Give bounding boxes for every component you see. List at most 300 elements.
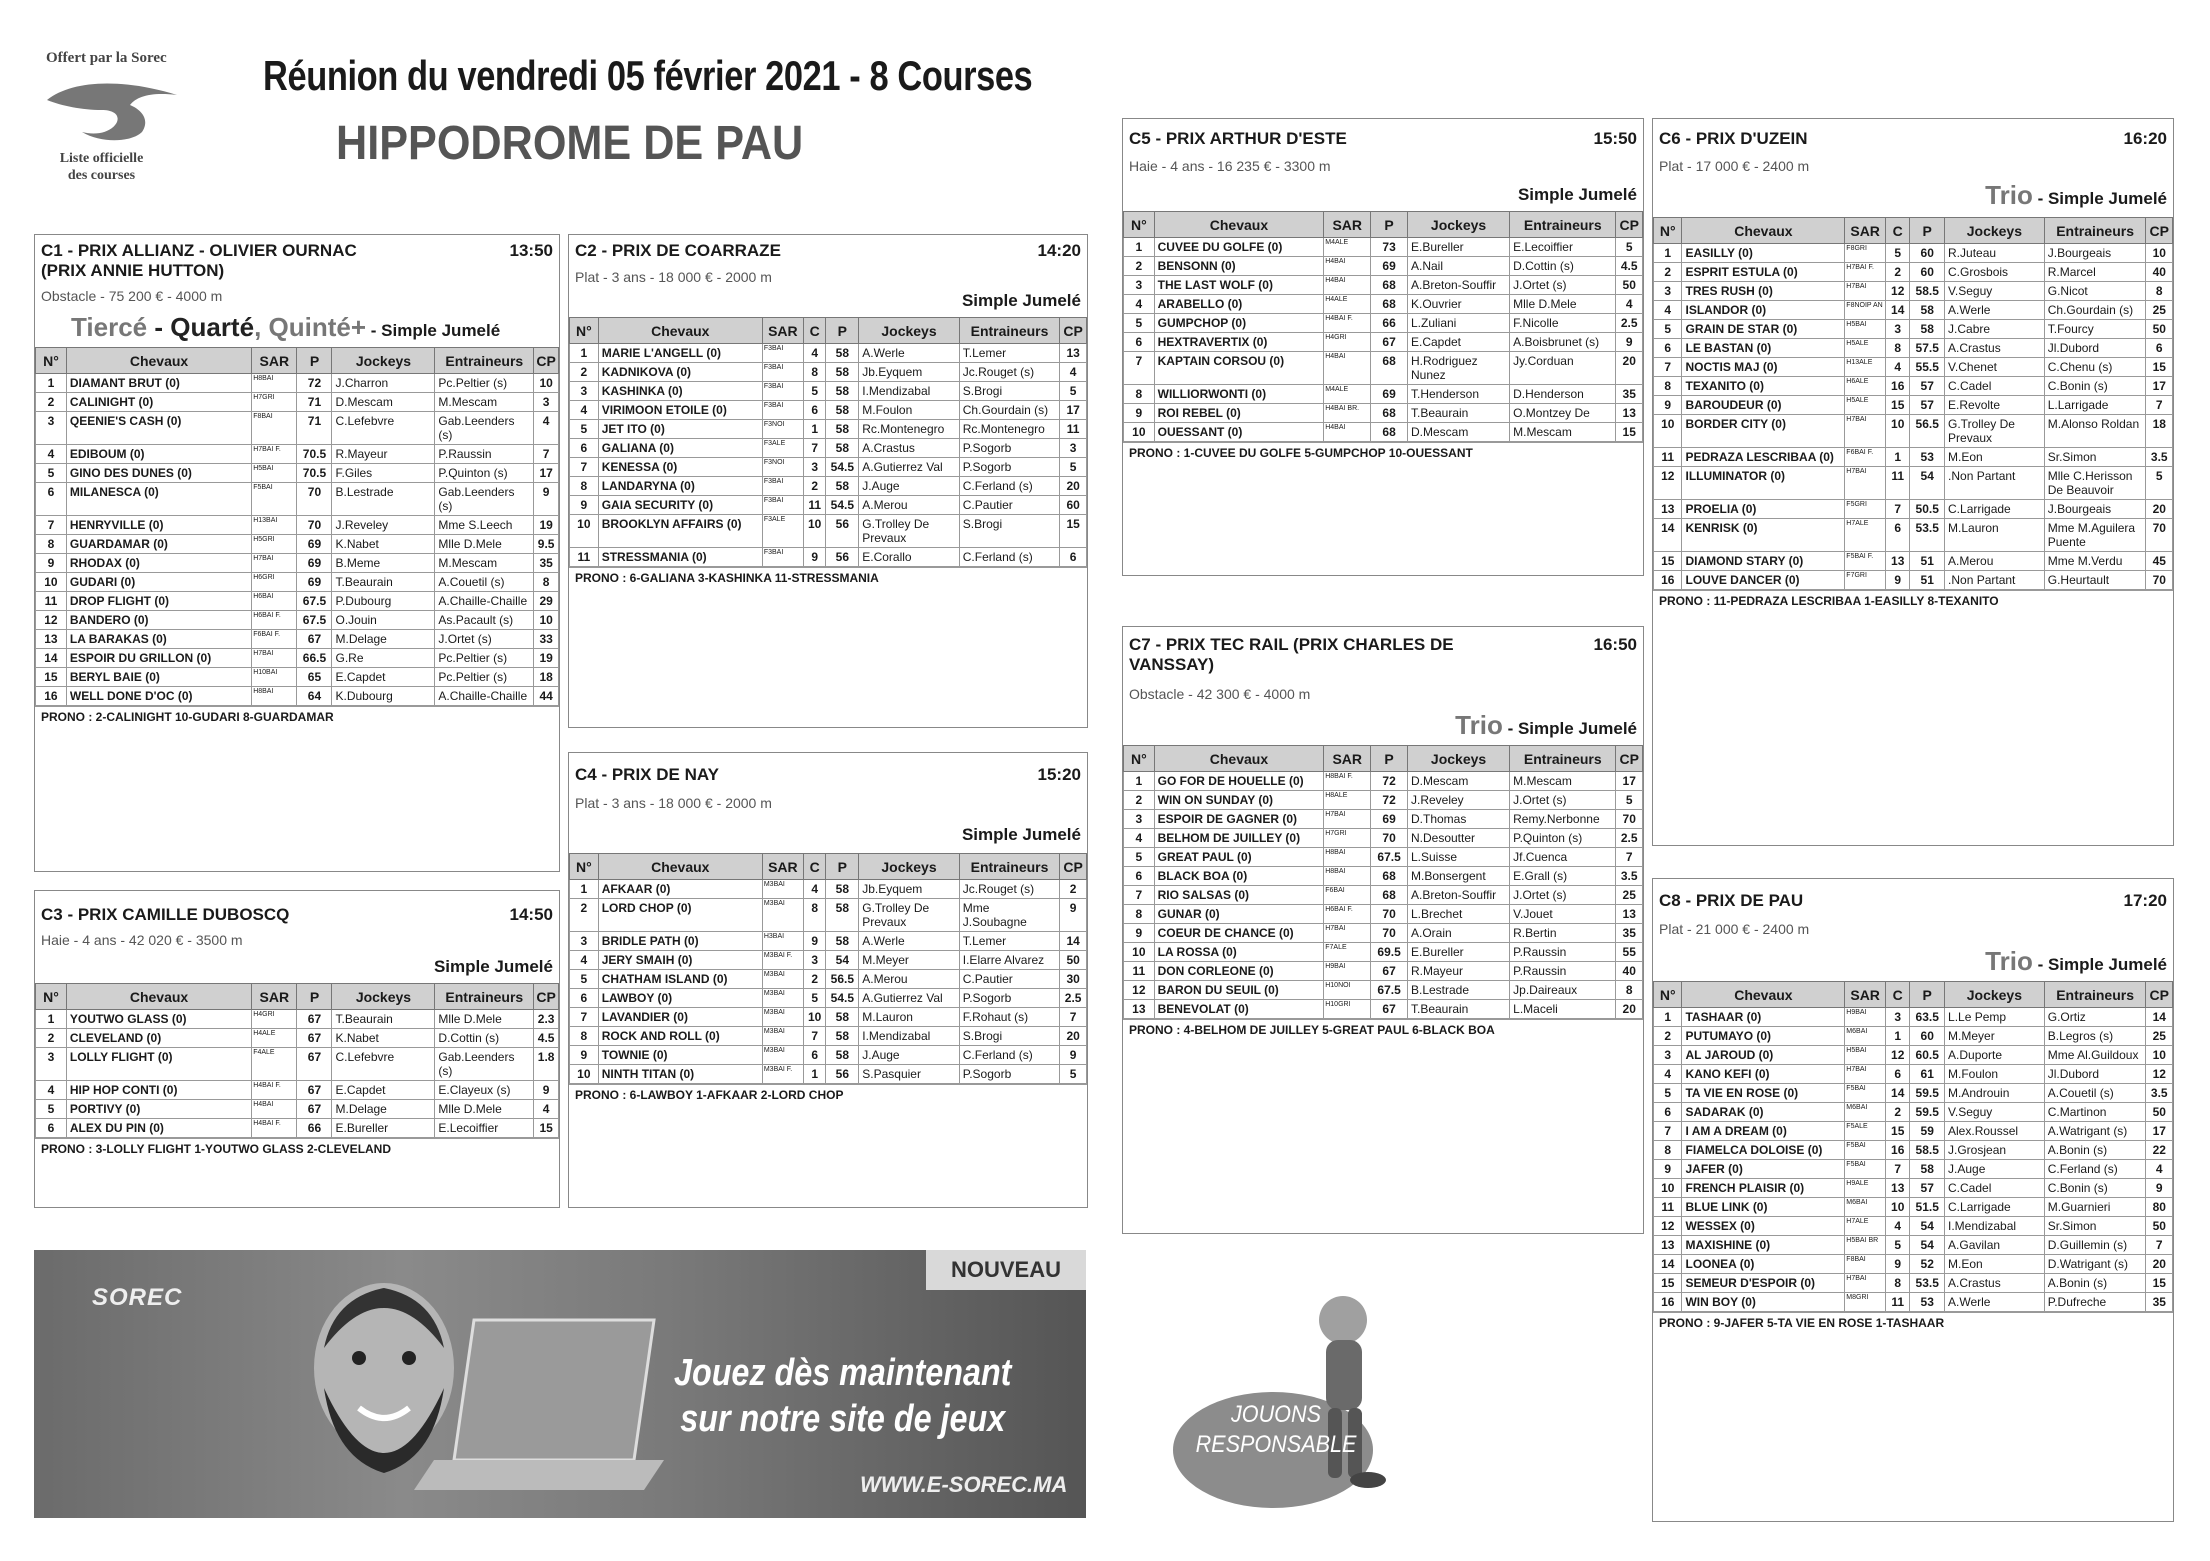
trainer: L.Larrigade xyxy=(2044,396,2146,415)
runner-number: 11 xyxy=(1654,448,1682,467)
jockey: Alex.Roussel xyxy=(1945,1122,2045,1141)
weight: 58 xyxy=(826,420,859,439)
race-card-c1 xyxy=(34,234,560,872)
jockey: V.Chenet xyxy=(1945,358,2045,377)
runner-row xyxy=(1654,1179,2173,1198)
runner-row xyxy=(1654,1198,2173,1217)
runner-row xyxy=(36,649,559,668)
runner-row xyxy=(570,1008,1087,1027)
jockey: I.Mendizabal xyxy=(1945,1217,2045,1236)
jockey: G.Trolley De Prevaux xyxy=(1945,415,2045,448)
bet-types: Trio - Simple Jumelé xyxy=(1455,710,1637,740)
trainer: P.Sogorb xyxy=(959,1065,1060,1084)
odds: 9 xyxy=(534,483,559,516)
horse-name: BARON DU SEUIL (0) xyxy=(1154,981,1324,1000)
horse-name: TASHAAR (0) xyxy=(1682,1008,1845,1027)
runner-number: 1 xyxy=(1124,238,1155,257)
jockey: I.Mendizabal xyxy=(859,1027,960,1046)
race-time: 17:20 xyxy=(2123,891,2167,910)
odds: 20 xyxy=(2146,500,2173,519)
sar-code: H5BAI xyxy=(252,464,297,483)
runner-row xyxy=(36,668,559,687)
runner-number: 4 xyxy=(1124,829,1155,848)
race-card-c2 xyxy=(568,234,1088,728)
weight: 69.5 xyxy=(1371,943,1408,962)
trainer: A.Bonin (s) xyxy=(2044,1274,2146,1293)
sar-code: H4ALE xyxy=(252,1029,297,1048)
runner-number: 6 xyxy=(1124,867,1155,886)
draw: 1 xyxy=(803,420,826,439)
jockey: M.Delage xyxy=(332,630,435,649)
jockey: Jb.Eyquem xyxy=(859,363,960,382)
runner-row xyxy=(570,363,1087,382)
draw: 15 xyxy=(1886,396,1910,415)
race-time: 15:20 xyxy=(1037,765,1081,784)
sar-code: H5ALE xyxy=(1845,396,1886,415)
trainer: Mme M.Aguilera Puente xyxy=(2044,519,2146,552)
runner-number: 1 xyxy=(36,374,67,393)
sar-code: M4ALE xyxy=(1324,385,1371,404)
runner-number: 2 xyxy=(570,363,599,382)
trainer: A.Watrigant (s) xyxy=(2044,1122,2146,1141)
trainer: Mlle D.Mele xyxy=(435,1010,534,1029)
odds: 2.5 xyxy=(1616,829,1643,848)
runner-row xyxy=(36,445,559,464)
sar-code: H7ALE xyxy=(1845,519,1886,552)
runner-number: 10 xyxy=(36,573,67,592)
jockey: K.Nabet xyxy=(332,1029,435,1048)
trainer: P.Raussin xyxy=(1510,943,1616,962)
weight: 58 xyxy=(826,363,859,382)
horse-name: JET ITO (0) xyxy=(598,420,762,439)
odds: 9 xyxy=(2146,1179,2173,1198)
trainer: Jl.Dubord xyxy=(2044,339,2146,358)
trainer: Gab.Leenders (s) xyxy=(435,412,534,445)
runner-number: 3 xyxy=(1124,810,1155,829)
jockey: E.Revolte xyxy=(1945,396,2045,415)
runner-number: 6 xyxy=(1654,1103,1682,1122)
weight: 53.5 xyxy=(1910,519,1945,552)
sar-code: M3BAI xyxy=(762,899,803,932)
runner-number: 16 xyxy=(36,687,67,706)
race-conditions: Haie - 4 ans - 42 020 € - 3500 m xyxy=(41,932,243,948)
sar-code: F5BAI F. xyxy=(1845,552,1886,571)
ad-website-link[interactable]: WWW.E-SOREC.MA xyxy=(860,1472,1068,1497)
horse-name: KAPTAIN CORSOU (0) xyxy=(1154,352,1324,385)
draw: 7 xyxy=(1886,500,1910,519)
trainer: P.Sogorb xyxy=(959,439,1060,458)
runner-row xyxy=(1654,519,2173,552)
draw: 2 xyxy=(1886,1103,1910,1122)
jockey: E.Bureller xyxy=(1407,238,1509,257)
jockey: .Non Partant xyxy=(1945,571,2045,590)
trainer: S.Brogi xyxy=(959,1027,1060,1046)
sorec-logo xyxy=(34,50,194,185)
sar-code: H8BAI xyxy=(252,687,297,706)
odds: 80 xyxy=(2146,1198,2173,1217)
horse-name: TEXANITO (0) xyxy=(1682,377,1845,396)
runner-row xyxy=(1654,1274,2173,1293)
odds: 29 xyxy=(534,592,559,611)
sar-code: F5GRI xyxy=(1845,500,1886,519)
draw: 3 xyxy=(803,458,826,477)
horse-name: HENRYVILLE (0) xyxy=(66,516,251,535)
trainer: Mlle D.Mele xyxy=(1510,295,1616,314)
jockey: D.Thomas xyxy=(1407,810,1509,829)
runner-number: 11 xyxy=(570,548,599,567)
runner-number: 5 xyxy=(1654,320,1682,339)
sar-code: H10BAI xyxy=(252,668,297,687)
trainer: Ch.Gourdain (s) xyxy=(2044,301,2146,320)
race-time: 14:20 xyxy=(1037,241,1081,260)
runner-row xyxy=(1124,352,1643,385)
weight: 58 xyxy=(826,899,859,932)
odds: 60 xyxy=(1060,496,1087,515)
odds: 50 xyxy=(1616,276,1643,295)
weight: 57 xyxy=(1910,377,1945,396)
trainer: E.Lecoiffier xyxy=(1510,238,1616,257)
runner-number: 8 xyxy=(1124,905,1155,924)
horse-name: ILLUMINATOR (0) xyxy=(1682,467,1845,500)
horse-name: WELL DONE D'OC (0) xyxy=(66,687,251,706)
draw: 8 xyxy=(1886,339,1910,358)
jockey: J.Charron xyxy=(332,374,435,393)
horse-name: I AM A DREAM (0) xyxy=(1682,1122,1845,1141)
odds: 5 xyxy=(1060,1065,1087,1084)
odds: 13 xyxy=(1616,905,1643,924)
jockey: T.Beaurain xyxy=(1407,1000,1509,1019)
runner-row xyxy=(1654,1160,2173,1179)
sar-code: H7BAI xyxy=(1845,1274,1886,1293)
jockey: L.Brechet xyxy=(1407,905,1509,924)
sar-code: F3BAI xyxy=(762,344,803,363)
odds: 18 xyxy=(2146,415,2173,448)
runner-row xyxy=(36,1081,559,1100)
horse-name: LOLLY FLIGHT (0) xyxy=(66,1048,251,1081)
odds: 3 xyxy=(534,393,559,412)
trainer: B.Legros (s) xyxy=(2044,1027,2146,1046)
draw: 10 xyxy=(1886,1198,1910,1217)
race-conditions: Obstacle - 75 200 € - 4000 m xyxy=(41,288,223,304)
draw: 2 xyxy=(803,970,826,989)
weight: 70 xyxy=(1371,829,1408,848)
odds: 13 xyxy=(1616,404,1643,423)
horse-name: AFKAAR (0) xyxy=(598,880,762,899)
sar-code: H4BAI xyxy=(252,1100,297,1119)
race-card-c7 xyxy=(1122,626,1644,1234)
horse-name: CALINIGHT (0) xyxy=(66,393,251,412)
runner-row xyxy=(36,1029,559,1048)
trainer: Mme M.Verdu xyxy=(2044,552,2146,571)
race-conditions: Plat - 21 000 € - 2400 m xyxy=(1659,921,1810,937)
weight: 54 xyxy=(826,951,859,970)
horse-name: PEDRAZA LESCRIBAA (0) xyxy=(1682,448,1845,467)
runner-row xyxy=(570,515,1087,548)
runner-row xyxy=(1124,810,1643,829)
draw: 3 xyxy=(803,951,826,970)
weight: 67.5 xyxy=(297,611,332,630)
weight: 67.5 xyxy=(297,592,332,611)
weight: 67 xyxy=(297,1048,332,1081)
trainer: P.Quinton (s) xyxy=(1510,829,1616,848)
runner-number: 13 xyxy=(36,630,67,649)
sar-code: H7BAI xyxy=(1845,415,1886,448)
jockey: R.Mayeur xyxy=(332,445,435,464)
odds: 7 xyxy=(534,445,559,464)
horse-name: CUVEE DU GOLFE (0) xyxy=(1154,238,1324,257)
horse-name: TOWNIE (0) xyxy=(598,1046,762,1065)
weight: 59.5 xyxy=(1910,1103,1945,1122)
odds: 9 xyxy=(1616,333,1643,352)
weight: 70 xyxy=(297,516,332,535)
horse-name: GUMPCHOP (0) xyxy=(1154,314,1324,333)
race-card-c8 xyxy=(1652,878,2174,1522)
runner-number: 6 xyxy=(1124,333,1155,352)
jockey: J.Auge xyxy=(859,1046,960,1065)
runner-number: 15 xyxy=(1654,552,1682,571)
jockey: A.Werle xyxy=(859,344,960,363)
runner-row xyxy=(36,611,559,630)
weight: 67 xyxy=(1371,333,1408,352)
trainer: M.Mescam xyxy=(435,393,534,412)
jouons-text: JOUONS RESPONSABLE xyxy=(1195,1401,1357,1458)
sar-code: M3BAI xyxy=(762,1027,803,1046)
horse-name: NOCTIS MAJ (0) xyxy=(1682,358,1845,377)
runner-row xyxy=(1124,848,1643,867)
horse-name: FRENCH PLAISIR (0) xyxy=(1682,1179,1845,1198)
horse-name: WESSEX (0) xyxy=(1682,1217,1845,1236)
weight: 69 xyxy=(1371,385,1408,404)
odds: 15 xyxy=(2146,358,2173,377)
trainer: D.Cottin (s) xyxy=(1510,257,1616,276)
runner-row xyxy=(1654,396,2173,415)
horse-name: LAVANDIER (0) xyxy=(598,1008,762,1027)
race-card-c6 xyxy=(1652,118,2174,846)
draw: 8 xyxy=(1886,1274,1910,1293)
sar-code: H7BAI xyxy=(252,649,297,668)
runner-row xyxy=(36,592,559,611)
trainer: Jp.Daireaux xyxy=(1510,981,1616,1000)
sar-code: H5ALE xyxy=(1845,339,1886,358)
prono-line: PRONO : 11-PEDRAZA LESCRIBAA 1-EASILLY 8-TEXANITO xyxy=(1653,590,2173,612)
draw: 1 xyxy=(803,1065,826,1084)
odds: 20 xyxy=(1616,1000,1643,1019)
runner-row xyxy=(1654,1046,2173,1065)
page-title: Réunion du vendredi 05 février 2021 - 8 Courses xyxy=(263,52,1033,99)
sorec-brand: SOREC xyxy=(92,1284,183,1311)
runner-number: 9 xyxy=(1124,924,1155,943)
weight: 56 xyxy=(826,1065,859,1084)
sar-code: F7GRI xyxy=(1845,571,1886,590)
draw: 12 xyxy=(1886,1046,1910,1065)
trainer: Jl.Dubord xyxy=(2044,1065,2146,1084)
runner-row xyxy=(570,1065,1087,1084)
weight: 58 xyxy=(826,439,859,458)
trainer: M.Mescam xyxy=(1510,772,1616,791)
weight: 69 xyxy=(297,554,332,573)
trainer: A.Chaille-Chaille xyxy=(435,687,534,706)
horse-name: BLUE LINK (0) xyxy=(1682,1198,1845,1217)
weight: 54 xyxy=(1910,1236,1945,1255)
trainer: Remy.Nerbonne xyxy=(1510,810,1616,829)
runner-row xyxy=(570,344,1087,363)
horse-name: COEUR DE CHANCE (0) xyxy=(1154,924,1324,943)
weight: 68 xyxy=(1371,352,1408,385)
sar-code: F4ALE xyxy=(252,1048,297,1081)
horse-name: MARIE L'ANGELL (0) xyxy=(598,344,762,363)
weight: 72 xyxy=(1371,772,1408,791)
nouveau-badge: NOUVEAU xyxy=(926,1250,1086,1290)
horse-name: LANDARYNA (0) xyxy=(598,477,762,496)
runner-row xyxy=(1124,924,1643,943)
draw: 1 xyxy=(1886,448,1910,467)
runner-row xyxy=(1124,314,1643,333)
odds: 15 xyxy=(1616,423,1643,442)
runner-row xyxy=(570,401,1087,420)
runner-number: 3 xyxy=(570,382,599,401)
runner-number: 10 xyxy=(570,515,599,548)
horse-name: THE LAST WOLF (0) xyxy=(1154,276,1324,295)
jockey: G.Trolley De Prevaux xyxy=(859,515,960,548)
runner-row xyxy=(36,1048,559,1081)
horse-name: BAROUDEUR (0) xyxy=(1682,396,1845,415)
runner-number: 4 xyxy=(1654,1065,1682,1084)
jockey: V.Seguy xyxy=(1945,1103,2045,1122)
weight: 58 xyxy=(826,932,859,951)
odds: 14 xyxy=(2146,1008,2173,1027)
odds: 4 xyxy=(534,412,559,445)
horse-name: BENSONN (0) xyxy=(1154,257,1324,276)
draw: 5 xyxy=(1886,244,1910,263)
draw: 9 xyxy=(1886,1255,1910,1274)
runner-row xyxy=(1654,1236,2173,1255)
sar-code: F3ALE xyxy=(762,439,803,458)
jockey: C.Lefebvre xyxy=(332,412,435,445)
weight: 67 xyxy=(297,1100,332,1119)
runner-row xyxy=(1124,829,1643,848)
trainer: D.Cottin (s) xyxy=(435,1029,534,1048)
runner-row xyxy=(1654,1255,2173,1274)
race-card-c5 xyxy=(1122,118,1644,576)
runner-row xyxy=(1654,1027,2173,1046)
sar-code: M3BAI F. xyxy=(762,1065,803,1084)
weight: 54.5 xyxy=(826,458,859,477)
trainer: C.Martinon xyxy=(2044,1103,2146,1122)
sar-code: H8BAI xyxy=(252,374,297,393)
odds: 44 xyxy=(534,687,559,706)
horse-name: RIO SALSAS (0) xyxy=(1154,886,1324,905)
horse-name: TRES RUSH (0) xyxy=(1682,282,1845,301)
odds: 3 xyxy=(1060,439,1087,458)
race-conditions: Plat - 17 000 € - 2400 m xyxy=(1659,158,1810,174)
weight: 67 xyxy=(297,1029,332,1048)
trainer: J.Ortet (s) xyxy=(1510,791,1616,810)
runner-row xyxy=(36,393,559,412)
horse-name: ESPOIR DE GAGNER (0) xyxy=(1154,810,1324,829)
runner-number: 2 xyxy=(1654,1027,1682,1046)
runner-number: 1 xyxy=(1124,772,1155,791)
draw: 4 xyxy=(1886,1217,1910,1236)
race-header: C5 - PRIX ARTHUR D'ESTE 15:50 xyxy=(1129,129,1637,148)
jockey: C.Lefebvre xyxy=(332,1048,435,1081)
trainer: R.Marcel xyxy=(2044,263,2146,282)
draw: 4 xyxy=(803,880,826,899)
runner-row xyxy=(1654,301,2173,320)
jockey: A.Crastus xyxy=(1945,339,2045,358)
trainer: C.Chenu (s) xyxy=(2044,358,2146,377)
sar-code: H7GRI xyxy=(252,393,297,412)
runner-number: 12 xyxy=(1654,1217,1682,1236)
horse-logo-icon xyxy=(42,70,192,150)
weight: 58.5 xyxy=(1910,282,1945,301)
jockey: M.Meyer xyxy=(859,951,960,970)
weight: 66.5 xyxy=(297,649,332,668)
draw: 4 xyxy=(1886,358,1910,377)
horse-name: KENESSA (0) xyxy=(598,458,762,477)
odds: 1.8 xyxy=(534,1048,559,1081)
runner-row xyxy=(570,1046,1087,1065)
draw: 16 xyxy=(1886,1141,1910,1160)
jockey: B.Lestrade xyxy=(1407,981,1509,1000)
sar-code: F5ALE xyxy=(1845,1122,1886,1141)
jockey: A.Gavilan xyxy=(1945,1236,2045,1255)
sar-code: H7BAI xyxy=(1324,924,1371,943)
jockey: A.Werle xyxy=(1945,301,2045,320)
odds: 7 xyxy=(1060,1008,1087,1027)
jockey: P.Dubourg xyxy=(332,592,435,611)
weight: 53.5 xyxy=(1910,1274,1945,1293)
sar-code: H7BAI xyxy=(1845,282,1886,301)
odds: 6 xyxy=(1060,548,1087,567)
trainer: R.Bertin xyxy=(1510,924,1616,943)
odds: 9 xyxy=(1060,899,1087,932)
draw: 5 xyxy=(803,382,826,401)
odds: 40 xyxy=(1616,962,1643,981)
trainer: Rc.Montenegro xyxy=(959,420,1060,439)
runner-row xyxy=(1124,1000,1643,1019)
runner-number: 3 xyxy=(570,932,599,951)
runner-row xyxy=(36,687,559,706)
sorec-ad-banner[interactable] xyxy=(34,1250,1086,1518)
runner-number: 1 xyxy=(36,1010,67,1029)
runner-number: 14 xyxy=(1654,519,1682,552)
sar-code: H6BAI xyxy=(252,592,297,611)
horse-name: SADARAK (0) xyxy=(1682,1103,1845,1122)
trainer: D.Henderson xyxy=(1510,385,1616,404)
odds: 8 xyxy=(534,573,559,592)
runner-number: 3 xyxy=(1654,282,1682,301)
sar-code: H9ALE xyxy=(1845,1179,1886,1198)
runners-table: N° Chevaux SAR P Jockeys Entraineurs CP 1 DIAMANT BRUT (0) H8BAI 72 J.Charron Pc.Peltier (s) 10 2 CALINIGHT (0) H7GRI 71 D.Mescam M.Mescam 3 3 QEENIE'S CASH (0) F8BAI 71 C.Lefebvre Gab.Leenders (s) 4 4 EDIBOUM (0) H7BAI F. 70.5 R.Mayeur P.Raussin 7 5 GINO DES DUNES (0) H5BAI 70.5 F.Giles P.Quinton (s) 17 6 MILANESCA (0) F5BAI 70 B.Lestrade Gab.Leenders (s) 9 7 HENRYVILLE (0) H13BAI 70 J.Reveley Mme S.Leech 19 8 GUARDAMAR (0) H5GRI 69 K.Nabet Mlle D.Mele 9.5 9 RHODAX (0) H7BAI 69 B.Meme M.Mescam 35 10 GUDARI (0) H6GRI 69 T.Beaurain A.Couetil (s) 8 11 DROP FLIGHT (0) H6BAI 67.5 P.Dubourg A.Chaille-Chaille 29 12 BANDERO (0) H6BAI F. 67.5 O.Jouin As.Pacault (s) 10 13 LA BARAKAS (0) F6BAI F. 67 M.Delage J.Ortet (s) 33 14 ESPOIR DU GRILLON (0) H7BAI 66.5 G.Re Pc.Peltier (s) 19 15 BERYL BAIE (0) H10BAI 65 E.Capdet Pc.Peltier (s) 18 16 WELL DONE D'OC (0) H8BAI 64 K.Dubourg A.Chaille-Chaille 44 xyxy=(35,347,559,706)
bet-types: Simple Jumelé xyxy=(961,825,1081,844)
sar-code: H7BAI xyxy=(1324,810,1371,829)
jockey: Jb.Eyquem xyxy=(859,880,960,899)
trainer: T.Lemer xyxy=(959,344,1060,363)
sar-code: H6BAI F. xyxy=(1324,905,1371,924)
sar-code: H10NOI xyxy=(1324,981,1371,1000)
bet-types: Trio - Simple Jumelé xyxy=(1985,180,2167,210)
runner-row xyxy=(36,573,559,592)
draw: 6 xyxy=(803,401,826,420)
odds: 11 xyxy=(1060,420,1087,439)
sar-code: H13ALE xyxy=(1845,358,1886,377)
runner-number: 1 xyxy=(1654,1008,1682,1027)
sar-code: M4ALE xyxy=(1324,238,1371,257)
jockey: D.Mescam xyxy=(1407,772,1509,791)
jockey: G.Re xyxy=(332,649,435,668)
odds: 15 xyxy=(2146,1274,2173,1293)
trainer: D.Guillemin (s) xyxy=(2044,1236,2146,1255)
